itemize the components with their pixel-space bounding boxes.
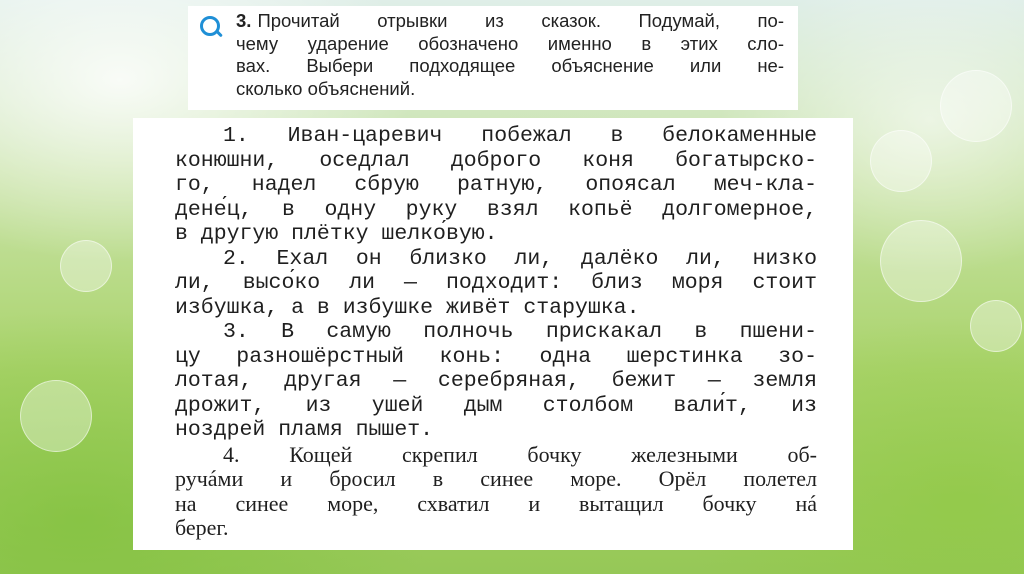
bokeh-circle	[20, 380, 92, 452]
bokeh-circle	[880, 220, 962, 302]
story-line: конюшни, оседлал доброго коня богатырско-	[175, 148, 817, 173]
story-line: дрожит, из ушей дым столбом вали́т, из	[175, 393, 817, 418]
story-line: го, надел сбрую ратную, опоясал меч-кла-	[175, 173, 817, 197]
story-line: 2. Ехал он близко ли, далёко ли, низко	[223, 246, 817, 271]
story-line: ли, высо́ко ли — подходит: близ моря стоит	[175, 271, 817, 295]
story-line: дене́ц, в одну руку взял копьё долгомерное,	[175, 197, 817, 222]
bokeh-circle	[940, 70, 1012, 142]
story-line: 3. В самую полночь прискакал в пшени-	[223, 320, 817, 344]
task-number: 3.	[236, 10, 252, 31]
task-line: сколько объяснений.	[236, 77, 416, 99]
story-line: ноздрей пламя пышет.	[175, 418, 434, 442]
task-line: чему ударение обозначено именно в этих сло-	[236, 32, 784, 54]
story-line: в другую плётку шелко́вую.	[175, 222, 498, 246]
story-line: избушка, а в избушке живёт старушка.	[175, 295, 640, 320]
bokeh-circle	[870, 130, 932, 192]
story-line: берег.	[175, 515, 229, 540]
story-line: ручáми и бросил в синее море. Орёл полетел	[175, 466, 817, 491]
task-instruction	[236, 10, 784, 100]
story-line: цу разношёрстный конь: одна шерстинка зо-	[175, 344, 817, 369]
story-line: 1. Иван-царевич побежал в белокаменные	[223, 124, 817, 148]
bokeh-circle	[60, 240, 112, 292]
story-line: 4. Кощей скрепил бочку железными об-	[223, 441, 817, 467]
task-line: вах. Выбери подходящее объяснение или не-	[236, 55, 784, 76]
magnifier-icon	[200, 16, 220, 36]
story-excerpts	[175, 124, 817, 541]
story-line: лотая, другая — серебряная, бежит — земля	[175, 369, 817, 393]
task-line: Прочитай отрывки из сказок. Подумай, по-	[257, 10, 784, 31]
story-line: на синее море, схватил и вытащил бочку нá	[175, 490, 817, 516]
bokeh-circle	[970, 300, 1022, 352]
